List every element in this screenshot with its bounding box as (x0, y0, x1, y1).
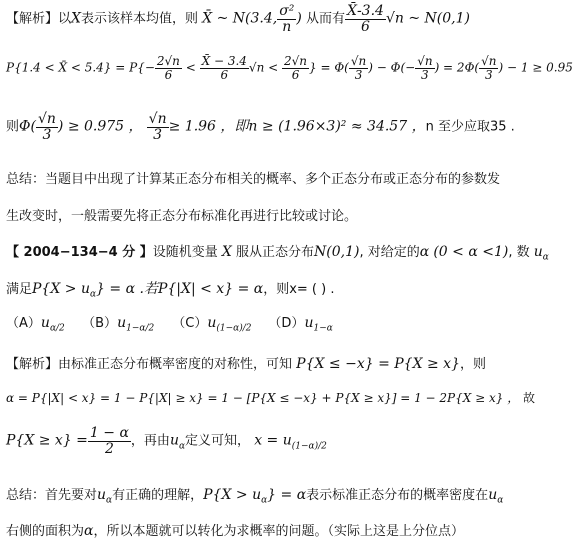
option-c[interactable] (172, 312, 264, 334)
summary2-line-1 (6, 484, 503, 506)
frac-num: √n (417, 54, 433, 68)
math-expr: ) ≥ 0.975 ， (57, 118, 143, 135)
question-line-1 (6, 241, 549, 263)
math-expr: P{X > u (203, 487, 262, 503)
analysis2-line-1 (6, 353, 486, 372)
option-label: （D） (268, 316, 305, 331)
math-expr: P{X > u (32, 281, 90, 297)
summary2-line-2 (6, 520, 464, 539)
option-value: u (207, 315, 217, 331)
fraction (277, 4, 296, 34)
text: 右侧的面积为 (6, 524, 85, 539)
subscript: (1−α)/2 (216, 323, 252, 334)
summary-line-1: 总结：当题目中出现了计算某正态分布相关的概率、多个正态分布或正态分布的参数发 (6, 172, 501, 187)
option-label: （C） (172, 316, 208, 331)
math-expr: P{X ≤ −x} = P{X ≥ x} (296, 356, 460, 372)
option-b[interactable] (82, 312, 168, 334)
text: , 数 (508, 245, 530, 260)
math-expr: P{|X| < x} = α (157, 281, 264, 297)
analysis-tag: 【解析】 (6, 11, 59, 27)
frac-den: 3 (421, 67, 429, 82)
frac-num: √n (350, 54, 367, 68)
summary-line-2: 生改变时，一般需要先将正态分布标准化再进行比较或讨论。 (6, 209, 358, 224)
fraction (155, 55, 182, 81)
text: 以 (58, 11, 72, 27)
subscript: 1−α (313, 323, 333, 334)
text: ，所以本题就可以转化为求概率的问题。（实际上这是上分位点） (93, 524, 464, 539)
text: 则 (6, 119, 20, 135)
frac-num: 2√n (156, 54, 180, 68)
option-label: （B） (82, 316, 118, 331)
subscript: α (497, 495, 504, 506)
subscript: α (261, 495, 268, 506)
frac-num: √n (481, 54, 497, 68)
option-value: u (40, 315, 50, 331)
math-expr: ) (296, 10, 302, 27)
frac-den: n (282, 18, 292, 35)
fraction (36, 112, 58, 142)
text: 设随机变量 (152, 245, 218, 260)
math-expr: ) − Φ(− (368, 60, 416, 75)
math-expr: N(0,1) (314, 244, 360, 260)
text: ，再由 (130, 433, 170, 449)
fraction (200, 55, 249, 81)
frac-den: 3 (354, 67, 363, 82)
fraction (345, 4, 386, 34)
math-expr: ≥ 1.96 ，即 (168, 118, 249, 135)
option-value: u (117, 315, 127, 331)
text: 有正确的理解， (112, 488, 204, 503)
u-symbol: u (169, 432, 179, 449)
text: 故 (523, 391, 536, 405)
analysis-tag: 【解析】 (6, 357, 59, 372)
var-x: X (71, 10, 81, 27)
math-expr: x = u (254, 432, 292, 449)
probability-equation (6, 55, 573, 81)
subscript: (1−α)/2 (291, 441, 327, 452)
analysis-line-1 (6, 4, 470, 34)
u-symbol: u (533, 244, 543, 260)
text: x= ( ) . (289, 282, 335, 297)
frac-den: 6 (291, 67, 300, 82)
text: 从而有 (305, 11, 345, 27)
frac-num: X̄ − 3.4 (201, 54, 247, 68)
frac-den: 6 (361, 18, 370, 35)
text: 服从正态分布 (236, 245, 315, 260)
math-expr: < (185, 60, 196, 75)
math-expr: X̄ ~ N(3.4, (202, 10, 278, 27)
frac-num: 2√n (284, 54, 308, 68)
subscript: α (542, 252, 549, 263)
analysis2-line-3 (6, 426, 327, 456)
var-x: X (221, 244, 232, 260)
text: 表示该样本均值，则 (81, 11, 199, 27)
frac-den: 3 (484, 67, 493, 82)
u-symbol: u (488, 487, 498, 503)
frac-den: 2 (104, 440, 114, 457)
alpha-symbol: α (84, 523, 94, 539)
answer-options (6, 312, 348, 334)
text: 由标准正态分布概率密度的对称性，可知 (58, 357, 293, 372)
analysis2-line-2 (6, 389, 535, 406)
frac-num: √n (37, 111, 56, 127)
subscript: α (178, 441, 186, 452)
analysis-line-3 (6, 112, 515, 142)
frac-den: 6 (220, 67, 229, 82)
subscript: α (89, 289, 97, 300)
option-d[interactable] (268, 312, 348, 334)
u-symbol: u (97, 487, 107, 503)
math-expr: √n ~ N(0,1) (385, 10, 470, 27)
math-expr: } = α (267, 487, 307, 503)
subscript: α (106, 495, 113, 506)
math-expr: Φ( (19, 118, 36, 135)
frac-den: 3 (42, 126, 52, 143)
fraction (88, 426, 131, 456)
option-label: （A） (6, 316, 41, 331)
option-value: u (304, 315, 314, 331)
text: 总结：首先要对 (6, 488, 98, 503)
math-expr: ) = 2Φ( (434, 60, 480, 75)
text: n 至少应取35 . (425, 119, 515, 135)
text: 表示标准正态分布的概率密度在 (306, 488, 489, 503)
math-expr: √n < (248, 60, 279, 75)
text: 满足 (6, 282, 33, 297)
frac-num: X̄-3.4 (346, 3, 384, 19)
subscript: α/2 (49, 323, 65, 334)
subscript: 1−α/2 (126, 323, 155, 334)
math-expr: } = α .若 (96, 281, 158, 297)
alpha-symbol: α (419, 244, 430, 260)
math-expr: α = P{|X| < x} = 1 − P{|X| ≥ x} = 1 − [P{X ≤ −x} + P{X ≥ x}] = 1 − 2P{X ≥ x} ， (6, 391, 520, 405)
fraction (282, 55, 309, 81)
frac-num: σ² (279, 3, 295, 19)
frac-num: 1 − α (89, 425, 129, 441)
math-expr: n ≥ (1.96×3)² ≈ 34.57 ， (248, 118, 426, 135)
text: , 对给定的 (359, 245, 420, 260)
frac-num: √n (148, 111, 167, 127)
text: ，则 (460, 357, 487, 372)
fraction (349, 55, 368, 81)
frac-den: 3 (153, 126, 163, 143)
text: 定义可知， (185, 433, 251, 449)
frac-den: 6 (164, 67, 173, 82)
math-expr: } = Φ( (309, 60, 349, 75)
fraction (147, 112, 169, 142)
fraction (415, 55, 434, 81)
math-expr: ) − 1 ≥ 0.95 (498, 60, 573, 75)
question-line-2 (6, 278, 334, 300)
text: ，则 (263, 282, 290, 297)
question-tag: 【 2004−134−4 分 】 (6, 245, 153, 260)
math-expr: P{1.4 < X̄ < 5.4} = P{− (6, 60, 155, 75)
math-expr: P{X ≥ x} = (6, 432, 88, 449)
math-expr: (0 < α <1) (433, 244, 509, 260)
option-a[interactable] (6, 312, 78, 334)
fraction (479, 55, 498, 81)
